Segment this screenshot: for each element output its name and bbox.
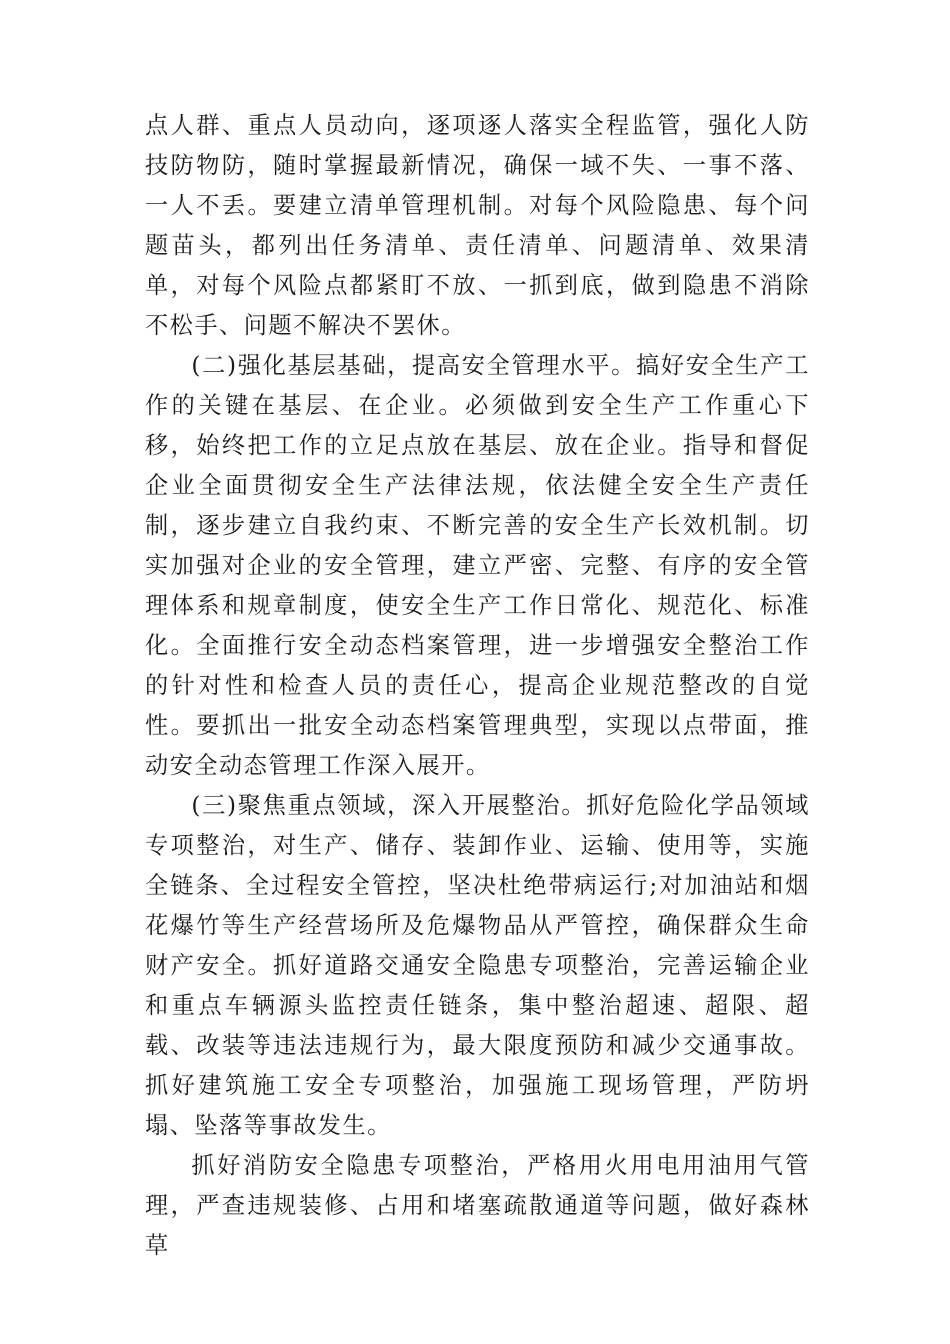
paragraph-continuation: 点人群、重点人员动向，逐项逐人落实全程监管，强化人防技防物防，随时掌握最新情况，确保一域不失、一事不落、一人不丢。要建立清单管理机制。对每个风险隐患、每个问题苗头，都列出任务清单、责任清单、问题清单、效果清单，对每个风险点都紧盯不放、一抓到底，做到隐患不消除不松手、问题不解决不罢休。 xyxy=(145,112,810,339)
paragraph-fire-safety: 抓好消防安全隐患专项整治，严格用火用电用油用气管理，严查违规装修、占用和堵塞疏散通道等问题，做好森林草 xyxy=(145,1152,810,1259)
paragraph-section-three: (三)聚焦重点领域，深入开展整治。抓好危险化学品领域专项整治，对生产、储存、装卸作业、运输、使用等，实施全链条、全过程安全管控，坚决杜绝带病运行;对加油站和烟花爆竹等生产经营场所及危爆物品从严管控，确保群众生命财产安全。抓好道路交通安全隐患专项整治，完善运输企业和重点车辆源头监控责任链条，集中整治超速、超限、超载、改装等违法违规行为，最大限度预防和减少交通事故。抓好建筑施工安全专项整治，加强施工现场管理，严防坍塌、坠落等事故发生。 xyxy=(145,792,810,1139)
paragraph-section-two: (二)强化基层基础，提高安全管理水平。搞好安全生产工作的关键在基层、在企业。必须做到安全生产工作重心下移，始终把工作的立足点放在基层、放在企业。指导和督促企业全面贯彻安全生产法律法规，依法健全安全生产责任制，逐步建立自我约束、不断完善的安全生产长效机制。切实加强对企业的安全管理，建立严密、完整、有序的安全管理体系和规章制度，使安全生产工作日常化、规范化、标准化。全面推行安全动态档案管理，进一步增强安全整治工作的针对性和检查人员的责任心，提高企业规范整改的自觉性。要抓出一批安全动态档案管理典型，实现以点带面，推动安全动态管理工作深入展开。 xyxy=(145,352,810,779)
document-body xyxy=(145,106,810,1266)
